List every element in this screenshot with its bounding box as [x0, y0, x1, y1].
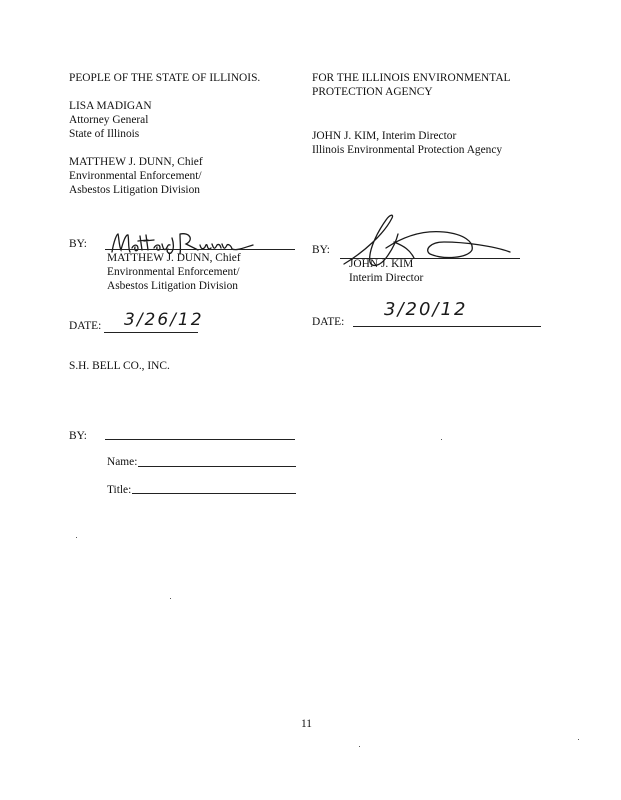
director-line: JOHN J. KIM, Interim Director — [312, 130, 457, 142]
company-by-label: BY: — [69, 430, 87, 442]
scan-speck — [441, 439, 442, 440]
right-date-line — [353, 326, 541, 327]
chief-dept-line-1: Environmental Enforcement/ — [69, 170, 202, 182]
scan-speck — [359, 746, 360, 747]
scan-speck — [578, 739, 579, 740]
right-date-value: 3/20/12 — [384, 299, 468, 320]
left-signer-dept-1: Environmental Enforcement/ — [107, 266, 240, 278]
party-people-of-illinois: PEOPLE OF THE STATE OF ILLINOIS. — [69, 72, 261, 84]
left-signature-line — [105, 249, 295, 250]
left-signer-name: MATTHEW J. DUNN, Chief — [107, 252, 241, 264]
chief-name-title: MATTHEW J. DUNN, Chief — [69, 156, 203, 168]
company-name-field[interactable] — [138, 466, 296, 467]
right-header-line-2: PROTECTION AGENCY — [312, 86, 433, 98]
left-date-label: DATE: — [69, 320, 102, 332]
company-name-label: Name: — [107, 456, 138, 468]
agency-name: Illinois Environmental Protection Agency — [312, 144, 503, 156]
right-header-line-1: FOR THE ILLINOIS ENVIRONMENTAL — [312, 72, 511, 84]
company-name: S.H. BELL CO., INC. — [69, 360, 170, 372]
company-signature-line[interactable] — [105, 439, 295, 440]
left-date-value: 3/26/12 — [124, 310, 204, 330]
left-date-line — [104, 332, 198, 333]
scan-speck — [76, 537, 77, 538]
ag-title: Attorney General — [69, 114, 149, 126]
company-title-label: Title: — [107, 484, 132, 496]
company-title-field[interactable] — [132, 493, 296, 494]
scan-speck — [170, 598, 171, 599]
page-number: 11 — [301, 718, 312, 730]
ag-name: LISA MADIGAN — [69, 100, 152, 112]
left-by-label: BY: — [69, 238, 87, 250]
right-by-label: BY: — [312, 244, 330, 256]
chief-dept-line-2: Asbestos Litigation Division — [69, 184, 200, 196]
right-date-label: DATE: — [312, 316, 345, 328]
right-signer-name: JOHN J. KIM — [349, 258, 414, 270]
ag-state: State of Illinois — [69, 128, 140, 140]
left-signer-dept-2: Asbestos Litigation Division — [107, 280, 238, 292]
right-signer-title: Interim Director — [349, 272, 424, 284]
